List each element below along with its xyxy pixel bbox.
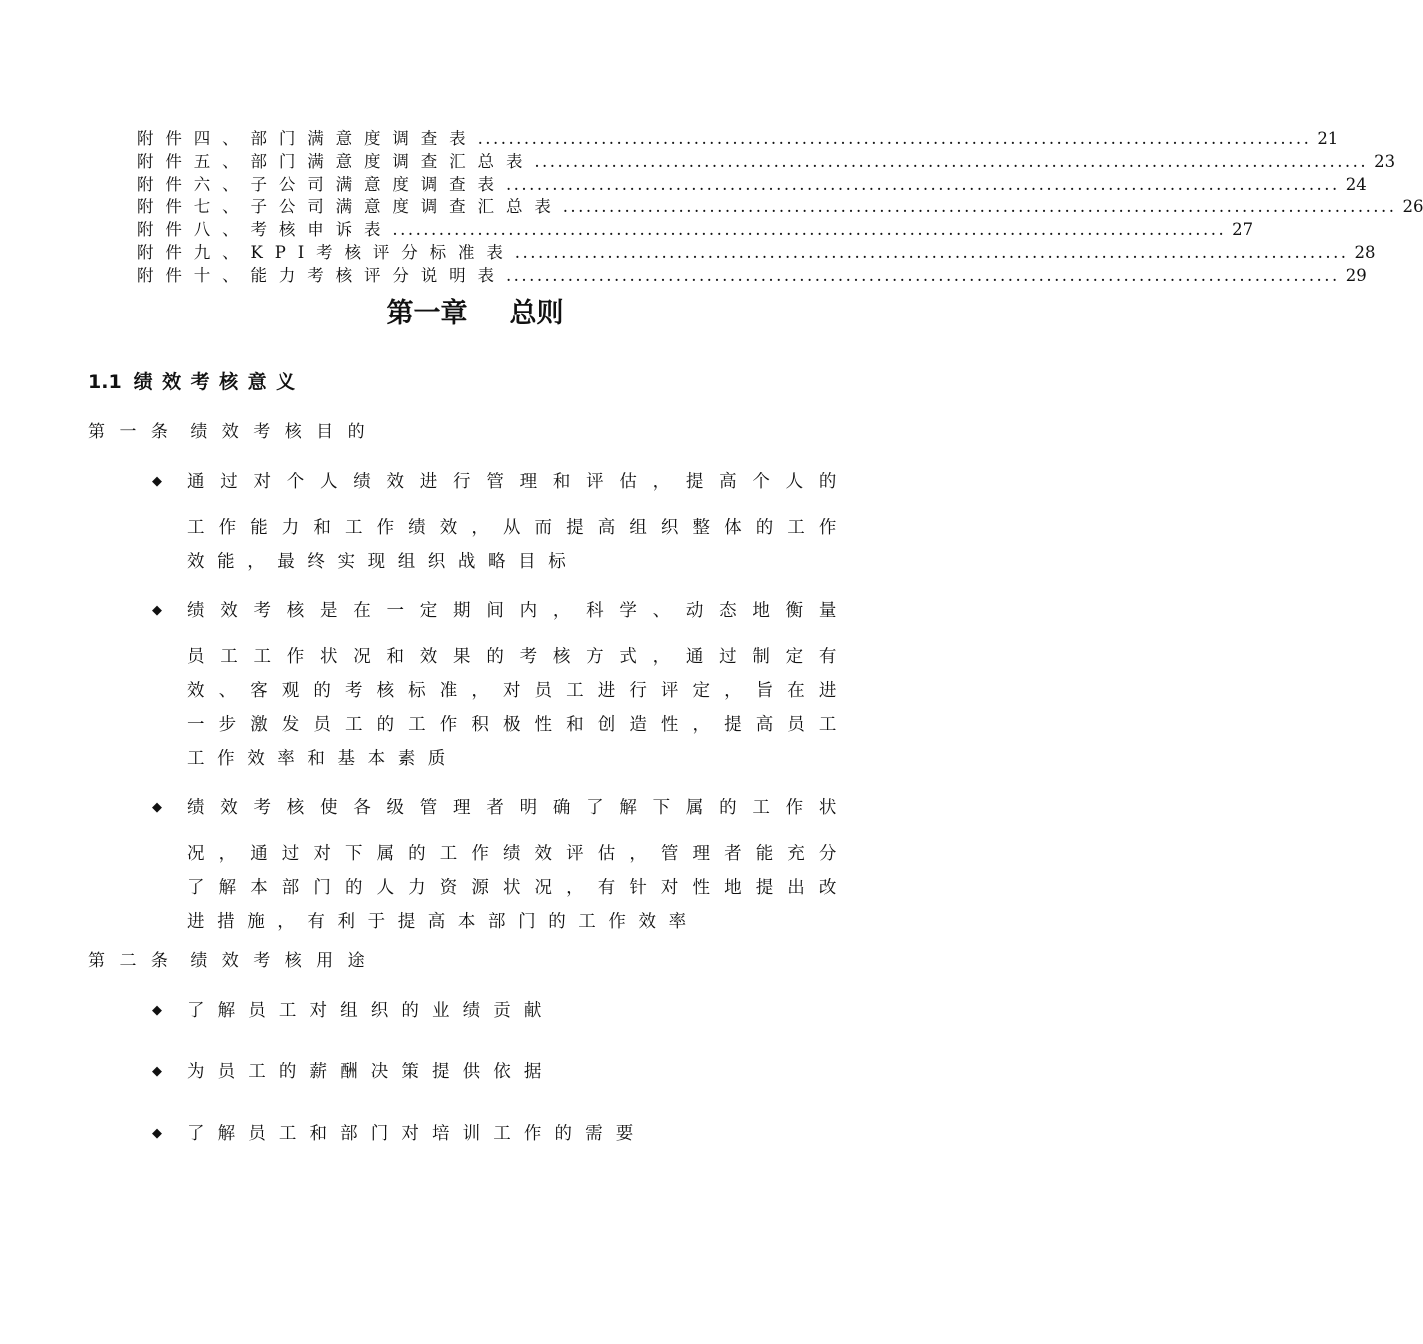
- paragraph-continuation: 工作能力和工作绩效，从而提高组织整体的工作效能，最终实现组织战略目标: [187, 518, 849, 572]
- toc-entry-title: 附件七、子公司满意度调查汇总表: [137, 197, 563, 217]
- toc-entry-title: 附件四、部门满意度调查表: [137, 129, 478, 148]
- paragraph-first-line: 绩效考核是在一定期间内，科学、动态地衡量: [187, 601, 849, 621]
- toc-entry-title: 附件五、部门满意度调查汇总表: [137, 151, 535, 171]
- paragraph-first-line: 绩效考核使各级管理者明确了解下属的工作状: [187, 798, 849, 818]
- section-heading: [88, 367, 305, 397]
- toc-leader-dots: ............................................................................................................: [392, 220, 1227, 240]
- article-title: 绩效考核目的: [190, 422, 380, 442]
- toc-entry-page: 29: [1345, 265, 1367, 285]
- table-of-contents: [137, 128, 1423, 288]
- toc-entry[interactable]: [137, 219, 1254, 242]
- chapter-heading: [0, 294, 950, 334]
- toc-leader-dots: ............................................................................................................: [505, 265, 1340, 285]
- toc-leader-dots: ............................................................................................................: [514, 242, 1349, 262]
- bullet-paragraph: [187, 465, 849, 579]
- list-item: 了解员工对组织的业绩贡献: [187, 1001, 555, 1021]
- toc-leader-dots: ............................................................................................................: [505, 174, 1340, 194]
- bullet-icon: ◆: [152, 603, 162, 618]
- toc-entry-title: 附件六、子公司满意度调查表: [137, 174, 506, 194]
- bullet-icon: ◆: [152, 474, 162, 489]
- toc-entry-page: 26: [1402, 197, 1423, 217]
- article-label: 第一条: [88, 422, 183, 442]
- toc-entry-title: 附件十、能力考核评分说明表: [137, 265, 506, 285]
- list-item: 了解员工和部门对培训工作的需要: [187, 1124, 647, 1144]
- paragraph-continuation: 员工工作状况和效果的考核方式，通过制定有效、客观的考核标准，对员工进行评定，旨在进一步激发员工的工作积极性和创造性，提高员工工作效率和基本素质: [187, 647, 849, 769]
- section-title: 绩效考核意义: [133, 371, 305, 393]
- bullet-paragraph: [187, 791, 849, 939]
- chapter-label: 第一章: [386, 298, 468, 329]
- toc-entry-page: 28: [1354, 242, 1376, 262]
- toc-leader-dots: ............................................................................................................: [477, 129, 1312, 148]
- toc-entry[interactable]: [137, 265, 1367, 288]
- toc-entry[interactable]: [137, 196, 1423, 219]
- article-heading: [88, 419, 379, 445]
- toc-entry-title: 附件九、KPI考核评分标准表: [137, 242, 515, 262]
- paragraph-first-line: 通过对个人绩效进行管理和评估，提高个人的: [187, 472, 849, 492]
- paragraph-continuation: 况，通过对下属的工作绩效评估，管理者能充分了解本部门的人力资源状况，有针对性地提出改进措施，有利于提高本部门的工作效率: [187, 844, 849, 932]
- list-item: 为员工的薪酬决策提供依据: [187, 1062, 555, 1082]
- bullet-icon: ◆: [152, 1126, 162, 1141]
- toc-leader-dots: ............................................................................................................: [562, 197, 1397, 217]
- bullet-icon: ◆: [152, 1003, 162, 1018]
- article-title: 绩效考核用途: [190, 951, 380, 971]
- bullet-paragraph: [187, 594, 849, 776]
- section-number: 1.1: [88, 371, 122, 393]
- toc-entry-title: 附件八、考核申诉表: [137, 220, 393, 240]
- toc-entry[interactable]: [137, 174, 1367, 197]
- toc-entry[interactable]: [137, 151, 1396, 174]
- toc-entry-page: 27: [1232, 220, 1254, 240]
- toc-entry-page: 24: [1345, 174, 1367, 194]
- article-label: 第二条: [88, 951, 183, 971]
- article-heading: [88, 948, 379, 974]
- toc-entry-page: 23: [1374, 151, 1396, 171]
- toc-entry-page: 21: [1317, 129, 1339, 148]
- toc-entry[interactable]: [137, 128, 1339, 151]
- chapter-title: 总则: [509, 298, 564, 329]
- bullet-icon: ◆: [152, 800, 162, 815]
- bullet-icon: ◆: [152, 1064, 162, 1079]
- toc-leader-dots: ............................................................................................................: [534, 151, 1369, 171]
- toc-entry[interactable]: [137, 242, 1376, 265]
